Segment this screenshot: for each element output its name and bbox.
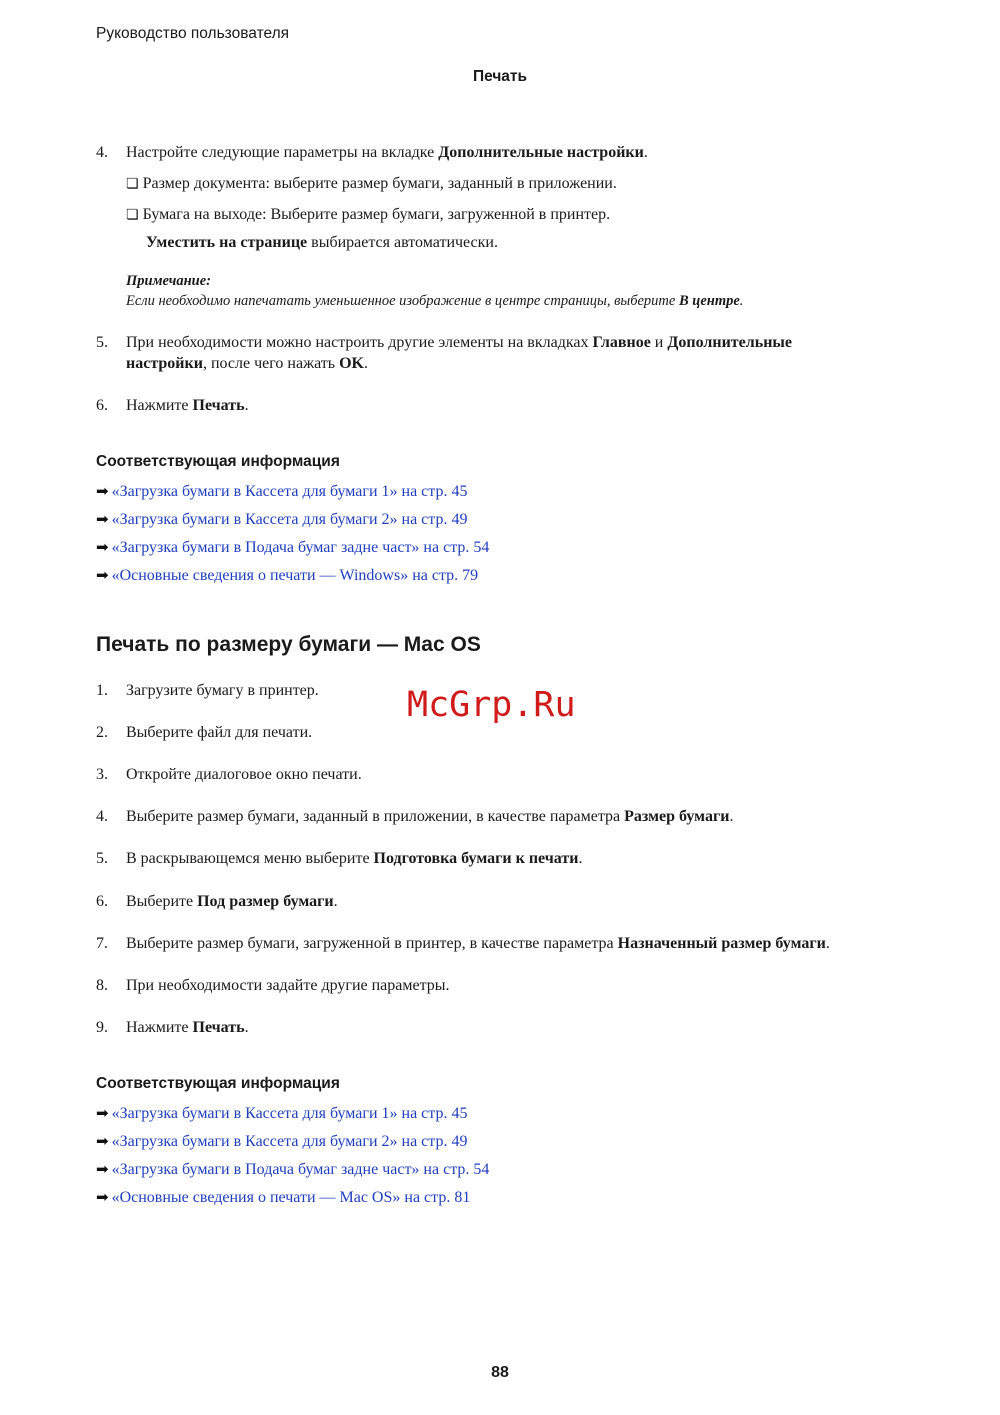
mac-step: 7. Выберите размер бумаги, загруженной в принтер, в качестве параметра Назначенный размер бумаги. — [96, 935, 830, 952]
mac-step: 2. Выберите файл для печати. — [96, 724, 313, 741]
arrow-right-icon: ➡ — [96, 1132, 109, 1150]
bullet-document-size: ❏ Размер документа: выберите размер бумаги, заданный в приложении. — [126, 175, 617, 192]
section-title: Печать — [472, 68, 528, 85]
related-link[interactable]: ➡ «Основные сведения о печати — Windows» на стр. 79 — [96, 566, 479, 584]
related-link[interactable]: ➡ «Загрузка бумаги в Кассета для бумаги 2» на стр. 49 — [96, 510, 468, 528]
related-link[interactable]: ➡ «Загрузка бумаги в Кассета для бумаги 1» на стр. 45 — [96, 1104, 468, 1122]
related-link[interactable]: ➡ «Загрузка бумаги в Кассета для бумаги 2» на стр. 49 — [96, 1132, 468, 1150]
arrow-right-icon: ➡ — [96, 1188, 109, 1206]
note-text: Если необходимо напечатать уменьшенное изображение в центре страницы, выберите В центре. — [126, 293, 744, 309]
page-number: 88 — [491, 1364, 509, 1381]
checkbox-icon: ❏ — [126, 176, 139, 192]
related-info-title: Соответствующая информация — [96, 1075, 340, 1092]
mac-step: 6. Выберите Под размер бумаги. — [96, 893, 338, 910]
arrow-right-icon: ➡ — [96, 1160, 109, 1178]
mac-step: 3. Откройте диалоговое окно печати. — [96, 766, 362, 783]
step-4-windows: 4. Настройте следующие параметры на вкладке Дополнительные настройки. — [96, 144, 648, 161]
related-link[interactable]: ➡ «Основные сведения о печати — Mac OS» на стр. 81 — [96, 1188, 471, 1206]
step-5-windows-cont: настройки, после чего нажать OK. — [126, 355, 368, 372]
mac-step: 5. В раскрывающемся меню выберите Подготовка бумаги к печати. — [96, 850, 583, 867]
related-info-title: Соответствующая информация — [96, 453, 340, 470]
arrow-right-icon: ➡ — [96, 482, 109, 500]
step-number: 4. — [96, 144, 108, 161]
arrow-right-icon: ➡ — [96, 510, 109, 528]
mac-step: 1. Загрузите бумагу в принтер. — [96, 682, 319, 699]
checkbox-icon: ❏ — [126, 207, 139, 223]
related-link[interactable]: ➡ «Загрузка бумаги в Подача бумаг задне част» на стр. 54 — [96, 1160, 490, 1178]
arrow-right-icon: ➡ — [96, 1104, 109, 1122]
auto-fit-line: Уместить на странице выбирается автоматически. — [146, 234, 498, 251]
related-link[interactable]: ➡ «Загрузка бумаги в Подача бумаг задне част» на стр. 54 — [96, 538, 490, 556]
step-6-windows: 6. Нажмите Печать. — [96, 397, 249, 414]
section-heading-mac: Печать по размеру бумаги — Mac OS — [96, 633, 481, 656]
bullet-output-paper: ❏ Бумага на выходе: Выберите размер бумаги, загруженной в принтер. — [126, 206, 611, 223]
document-header: Руководство пользователя — [96, 25, 290, 42]
arrow-right-icon: ➡ — [96, 538, 109, 556]
step-5-windows: 5. При необходимости можно настроить другие элементы на вкладках Главное и Дополнительные — [96, 334, 792, 351]
watermark: McGrp.Ru — [407, 685, 576, 725]
arrow-right-icon: ➡ — [96, 566, 109, 584]
related-link[interactable]: ➡ «Загрузка бумаги в Кассета для бумаги 1» на стр. 45 — [96, 482, 468, 500]
note-title: Примечание: — [126, 273, 212, 289]
mac-step: 9. Нажмите Печать. — [96, 1019, 249, 1036]
mac-step: 8. При необходимости задайте другие параметры. — [96, 977, 450, 994]
mac-step: 4. Выберите размер бумаги, заданный в приложении, в качестве параметра Размер бумаги. — [96, 808, 734, 825]
